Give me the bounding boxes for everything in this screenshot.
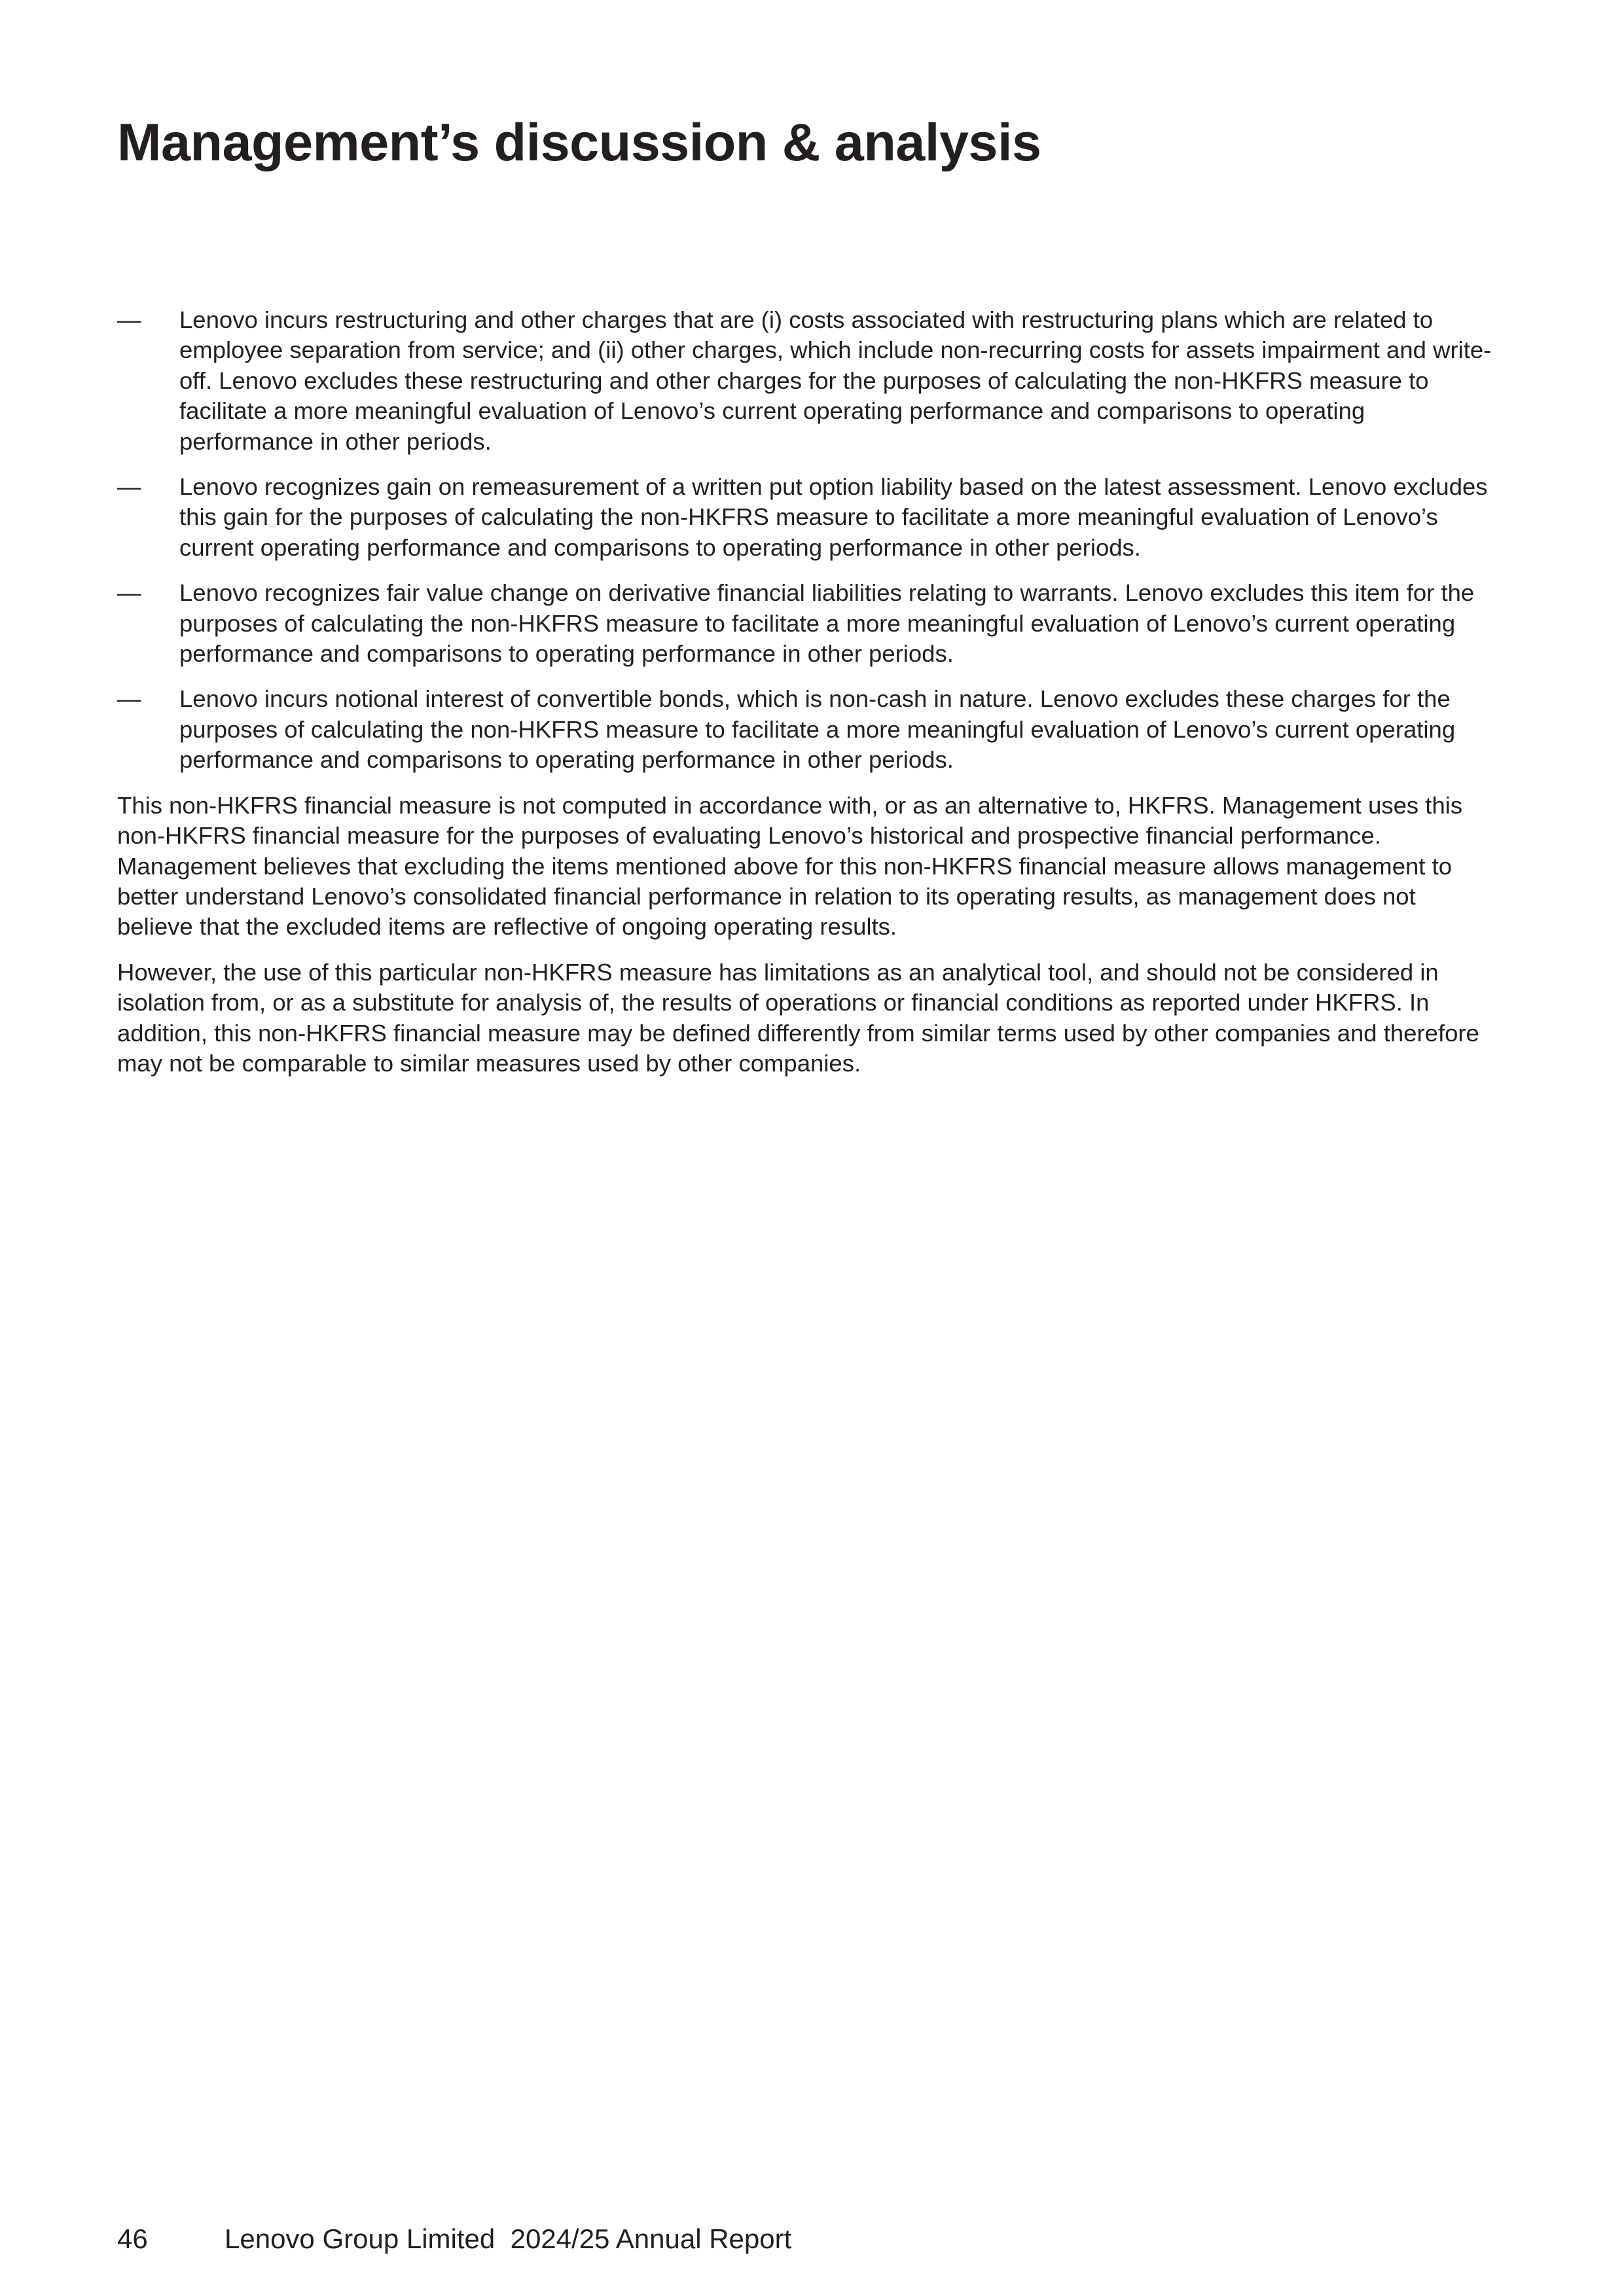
- list-item: [117, 305, 1492, 457]
- list-item: [117, 684, 1492, 775]
- page-footer: [117, 2222, 791, 2256]
- bullet-marker: —: [117, 685, 141, 713]
- bullet-text: Lenovo incurs notional interest of convertible bonds, which is non-cash in nature. Lenovo excludes these charges for the purposes of calculating the non-HKFRS measure to facilitate a more meaningful evaluation of Lenovo’s current operating performance and comparisons to operating performance in other periods.: [179, 685, 1456, 774]
- list-item: [117, 472, 1492, 563]
- body-paragraph: This non-HKFRS financial measure is not computed in accordance with, or as an alternative to, HKFRS. Management uses this non-HKFRS financial measure for the purposes of evaluating Lenovo’s historical and prospective financial performance. Management believes that excluding the items mentioned above for this non-HKFRS financial measure allows management to better understand Lenovo’s consolidated financial performance in relation to its operating results, as management does not believe that the excluded items are reflective of ongoing operating results.: [117, 791, 1463, 941]
- main-content: [117, 305, 1492, 1094]
- page-title: Management’s discussion & analysis: [117, 113, 1041, 172]
- bullet-marker: —: [117, 306, 141, 333]
- bullet-marker: —: [117, 473, 141, 501]
- bullet-text: Lenovo incurs restructuring and other charges that are (i) costs associated with restructuring plans which are related to employee separation from service; and (ii) other charges, which include non-recurring costs for assets impairment and write-off. Lenovo excludes these restructuring and other charges for the purposes of calculating the non-HKFRS measure to facilitate a more meaningful evaluation of Lenovo’s current operating performance and comparisons to operating performance in other periods.: [179, 306, 1492, 455]
- list-item: [117, 578, 1492, 669]
- bullet-text: Lenovo recognizes fair value change on derivative financial liabilities relating to warrants. Lenovo excludes this item for the purposes of calculating the non-HKFRS measure to facilitate a more meaningful evaluation of Lenovo’s current operating performance and comparisons to operating performance in other periods.: [179, 579, 1475, 668]
- report-name: Lenovo Group Limited 2024/25 Annual Report: [225, 2223, 792, 2254]
- bullet-text: Lenovo recognizes gain on remeasurement of a written put option liability based on the latest assessment. Lenovo excludes this gain for the purposes of calculating the non-HKFRS measure to facilitate a more meaningful evaluation of Lenovo’s current operating performance and comparisons to operating performance in other periods.: [179, 473, 1488, 561]
- body-paragraph: However, the use of this particular non-HKFRS measure has limitations as an analytical tool, and should not be considered in isolation from, or as a substitute for analysis of, the results of operations or financial conditions as reported under HKFRS. In addition, this non-HKFRS financial measure may be defined differently from similar terms used by other companies and therefore may not be comparable to similar measures used by other companies.: [117, 958, 1479, 1077]
- bullet-list: [117, 305, 1492, 776]
- bullet-marker: —: [117, 579, 141, 607]
- page-number: 46: [117, 2223, 148, 2254]
